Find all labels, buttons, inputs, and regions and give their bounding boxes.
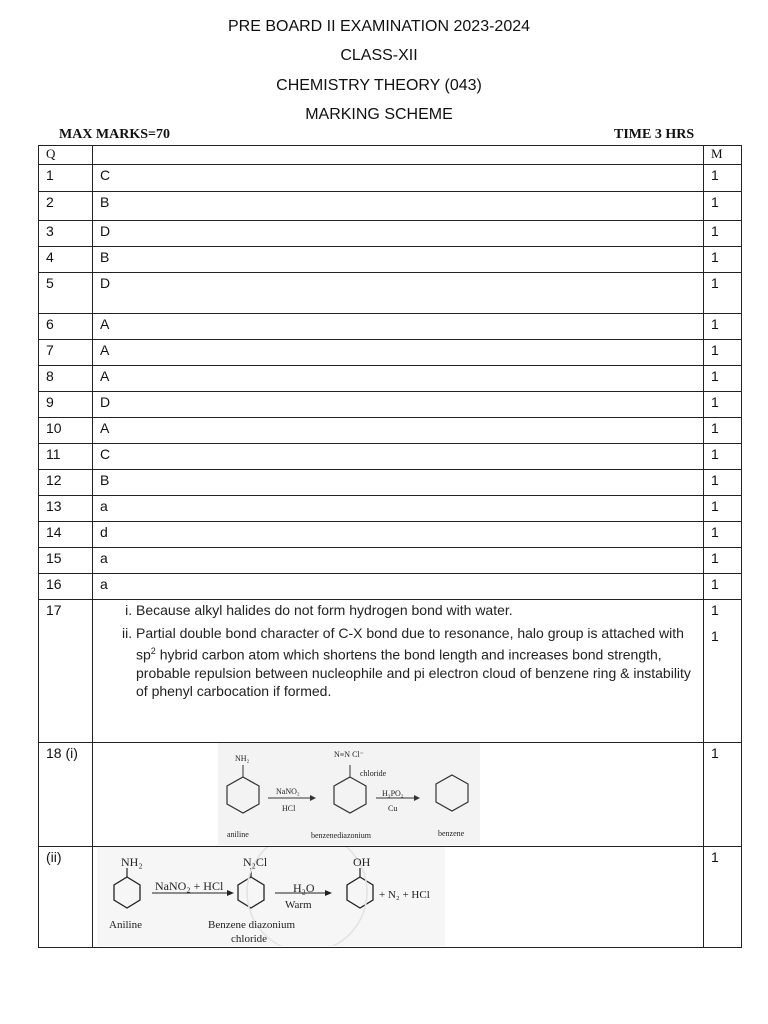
question-number: 16 xyxy=(39,574,93,600)
reaction-scheme-1: NH₂ N≡N Cl⁻ chloride NaNO₂ HCl H₃PO₂ Cu aniline benzenediazonium benzene xyxy=(93,743,704,847)
marks: 1 xyxy=(704,847,742,948)
exam-title: PRE BOARD II EXAMINATION 2023-2024 xyxy=(227,18,531,35)
question-number: 4 xyxy=(39,247,93,273)
col-q-header: Q xyxy=(39,146,93,165)
question-number: 7 xyxy=(39,340,93,366)
table-row xyxy=(39,366,742,392)
table-row xyxy=(39,247,742,273)
answer: d xyxy=(93,522,704,548)
answer: a xyxy=(93,496,704,522)
answer xyxy=(93,600,704,743)
marks: 1 xyxy=(704,247,742,273)
question-number: 1 xyxy=(39,165,93,192)
marks: 1 xyxy=(704,192,742,221)
answer: A xyxy=(93,418,704,444)
answer: C xyxy=(93,165,704,192)
reaction-scheme-2: NH₂ N₂Cl OH NaNO₂ + HCl H₂O Warm + N₂ + HCl Aniline Benzene diazonium chloride xyxy=(93,847,704,948)
marking-scheme-table xyxy=(38,145,742,948)
question-number: 9 xyxy=(39,392,93,418)
question-number: (ii) xyxy=(39,847,93,948)
table-row xyxy=(39,165,742,192)
marks: 1 xyxy=(704,743,742,847)
table-row xyxy=(39,574,742,600)
marks: 1 xyxy=(704,221,742,247)
table-row xyxy=(39,522,742,548)
question-number: 8 xyxy=(39,366,93,392)
question-number: 3 xyxy=(39,221,93,247)
table-row xyxy=(39,273,742,314)
answer: A xyxy=(93,340,704,366)
answer: a xyxy=(93,574,704,600)
question-number: 15 xyxy=(39,548,93,574)
question-number: 10 xyxy=(39,418,93,444)
answer: B xyxy=(93,192,704,221)
question-number: 12 xyxy=(39,470,93,496)
answer: D xyxy=(93,273,704,314)
table-row xyxy=(39,418,742,444)
subject-title: CHEMISTRY THEORY (043) xyxy=(276,77,482,94)
marks: 1 xyxy=(704,548,742,574)
question-number: 18 (i) xyxy=(39,743,93,847)
table-row xyxy=(39,470,742,496)
answer: A xyxy=(93,366,704,392)
marks: 1 xyxy=(704,273,742,314)
table-row xyxy=(39,314,742,340)
answer-17-i: i. Because alkyl halides do not form hydrogen bond with water. xyxy=(136,601,703,619)
table-row-q18-i xyxy=(39,743,742,847)
question-number: 5 xyxy=(39,273,93,314)
table-row xyxy=(39,221,742,247)
question-number: 13 xyxy=(39,496,93,522)
answer: B xyxy=(93,470,704,496)
marks: 1 xyxy=(704,444,742,470)
max-marks: MAX MARKS=70 xyxy=(59,127,171,142)
table-row xyxy=(39,192,742,221)
scheme-title: MARKING SCHEME xyxy=(305,106,453,123)
marks: 1 xyxy=(704,314,742,340)
marks: 1 1 xyxy=(704,600,742,743)
col-answer-header xyxy=(93,146,704,165)
answer-17-ii: ii. Partial double bond character of C-X bond due to resonance, halo group is attached with $sp^2$ hybrid carbon atom which shortens the bond length and increases bond strength, probable repulsion between nucleophile and pi electron cloud of benzene ring & instability of phenyl carbocation if formed. xyxy=(136,624,703,700)
marks: 1 xyxy=(704,392,742,418)
question-number: 17 xyxy=(39,600,93,743)
answer: a xyxy=(93,548,704,574)
table-row xyxy=(39,392,742,418)
marks: 1 xyxy=(704,366,742,392)
answer: D xyxy=(93,221,704,247)
answer: D xyxy=(93,392,704,418)
col-m-header: M xyxy=(704,146,742,165)
marks: 1 xyxy=(704,165,742,192)
question-number: 6 xyxy=(39,314,93,340)
answer: B xyxy=(93,247,704,273)
table-row xyxy=(39,444,742,470)
time-allowed: TIME 3 HRS xyxy=(614,127,695,142)
table-row xyxy=(39,340,742,366)
question-number: 11 xyxy=(39,444,93,470)
table-row-q18-ii xyxy=(39,847,742,948)
marks: 1 xyxy=(704,340,742,366)
marks: 1 xyxy=(704,418,742,444)
table-row-q17 xyxy=(39,600,742,743)
table-header-row xyxy=(39,146,742,165)
marks: 1 xyxy=(704,522,742,548)
marks: 1 xyxy=(704,496,742,522)
table-row xyxy=(39,496,742,522)
table-row xyxy=(39,548,742,574)
answer: A xyxy=(93,314,704,340)
question-number: 14 xyxy=(39,522,93,548)
marks: 1 xyxy=(704,574,742,600)
marks: 1 xyxy=(704,470,742,496)
answer: C xyxy=(93,444,704,470)
question-number: 2 xyxy=(39,192,93,221)
class-title: CLASS-XII xyxy=(340,47,418,64)
